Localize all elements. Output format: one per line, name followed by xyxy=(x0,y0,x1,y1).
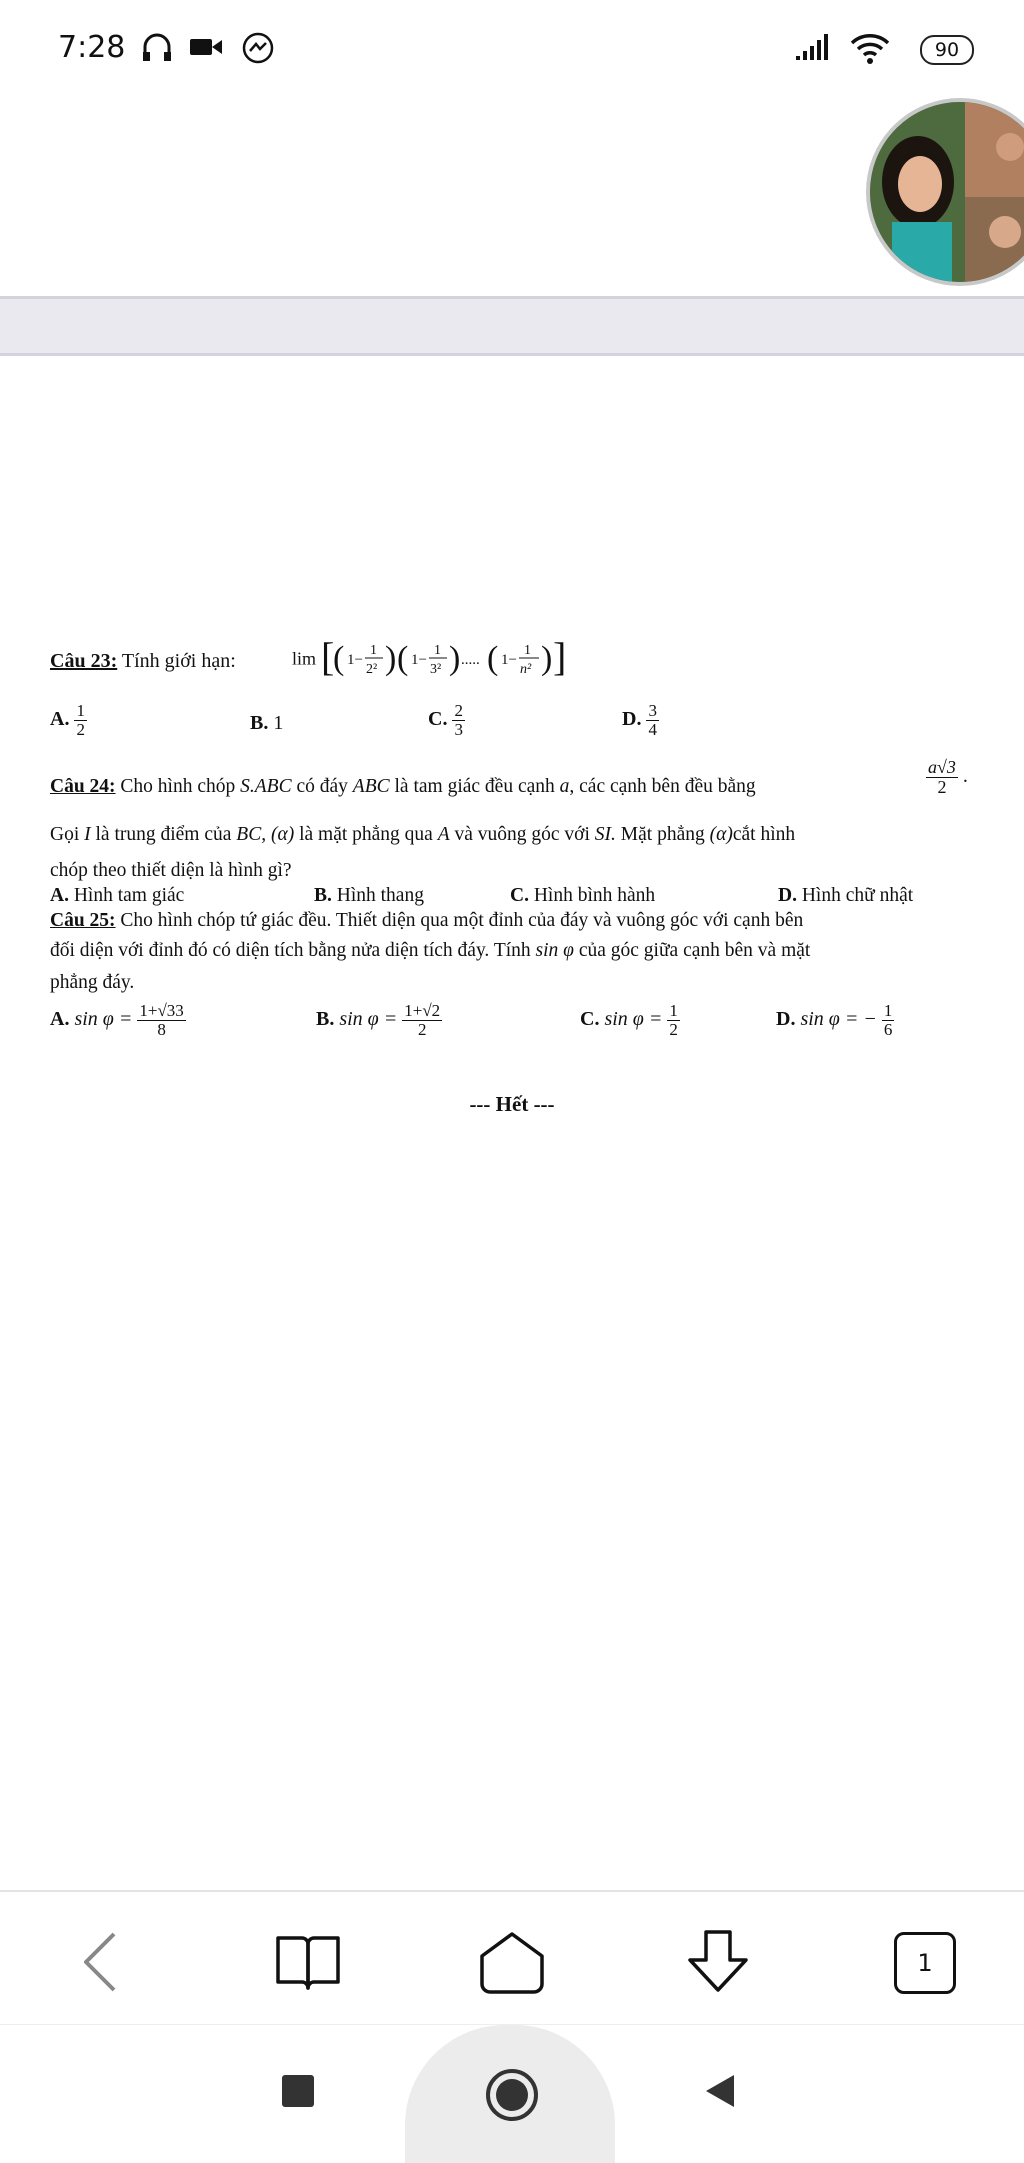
headphones-icon xyxy=(140,30,174,64)
svg-text:]: ] xyxy=(553,634,567,679)
download-icon[interactable] xyxy=(678,1922,758,2002)
q25-option-c: C. sin φ = $\frac{1}{2}$ xyxy=(580,1001,678,1039)
back-nav-icon[interactable] xyxy=(700,2071,740,2111)
svg-text:3²: 3² xyxy=(430,662,442,677)
status-time: 7:28 xyxy=(58,30,126,65)
home-icon[interactable] xyxy=(472,1922,552,2002)
q23-option-c: C. $\frac{2}{3}$ xyxy=(428,701,463,739)
fraction: $\frac{2}{3}$ xyxy=(454,701,463,739)
home-nav-icon[interactable] xyxy=(484,2067,540,2123)
fraction: $\frac{1+√33}{8}$ xyxy=(139,1001,184,1039)
q23-option-a: A. $\frac{1}{2}$ xyxy=(50,701,85,739)
avatar-photo xyxy=(870,102,1024,282)
tabs-icon: 1 xyxy=(894,1932,956,1994)
svg-text:1−: 1− xyxy=(501,652,517,668)
svg-text:): ) xyxy=(385,640,397,677)
system-navigation-bar xyxy=(0,2024,1024,2163)
q24-option-c: C. Hình bình hành xyxy=(510,885,656,906)
q23-option-b: B. 1 xyxy=(250,712,284,734)
svg-text:(: ( xyxy=(487,640,499,677)
question-25-line-1: Câu 25: Cho hình chóp tứ giác đều. Thiết diện qua một đỉnh của đáy và vuông góc với cạnh bên xyxy=(50,910,804,931)
fraction: $\frac{1}{2}$ xyxy=(669,1001,678,1039)
question-23 xyxy=(50,650,236,673)
tabs-button[interactable] xyxy=(884,1922,964,2002)
q25-option-b: B. sin φ = $\frac{1+√2}{2}$ xyxy=(316,1001,441,1039)
svg-text:1−: 1− xyxy=(347,652,363,668)
video-call-icon xyxy=(188,30,224,64)
svg-text:1: 1 xyxy=(370,643,378,658)
q23-option-d: D. $\frac{3}{4}$ xyxy=(622,701,657,739)
fraction: $\frac{3}{4}$ xyxy=(648,701,657,739)
chat-head-avatar[interactable] xyxy=(866,98,1024,286)
svg-text:2²: 2² xyxy=(366,662,378,677)
question-24-line-3: chóp theo thiết diện là hình gì? xyxy=(50,860,292,881)
bottom-toolbar xyxy=(0,1890,1024,2026)
q24-option-b: B. Hình thang xyxy=(314,885,424,906)
lim-text: lim xyxy=(292,648,317,669)
book-icon[interactable] xyxy=(268,1922,348,2002)
end-of-test: --- Hết --- xyxy=(469,1092,555,1116)
battery-icon: 90 xyxy=(920,35,974,65)
q25-option-d: D. sin φ = − $\frac{1}{6}$ xyxy=(776,1001,893,1039)
page-separator-band xyxy=(0,296,1024,356)
svg-text:n²: n² xyxy=(520,662,532,677)
question-25-line-2: đối diện với đỉnh đó có diện tích bằng nửa diện tích đáy. Tính sin φ của góc giữa cạnh bên và mặt xyxy=(50,940,811,961)
svg-text:): ) xyxy=(449,640,461,677)
recents-icon[interactable] xyxy=(278,2071,318,2111)
q24-option-a: A. Hình tam giác xyxy=(50,885,185,906)
fraction: $\frac{a√3}{2}$ xyxy=(928,757,956,797)
question-24-line-2: Gọi I là trung điểm của BC, (α) là mặt phẳng qua A và vuông góc với SI. Mặt phẳng (α)cắt hình xyxy=(50,824,796,845)
question-24-line-1: Câu 24: Cho hình chóp S.ABC có đáy ABC là tam giác đều cạnh a, các cạnh bên đều bằng xyxy=(50,776,756,797)
question-label: Câu 24: xyxy=(50,776,116,797)
fraction: $\frac{1}{2}$ xyxy=(76,701,85,739)
question-label: Câu 25: xyxy=(50,910,116,931)
svg-text:(: ( xyxy=(333,640,345,677)
svg-text:): ) xyxy=(541,640,553,677)
svg-text:1: 1 xyxy=(434,643,442,658)
svg-text:.....: ..... xyxy=(461,652,480,668)
question-label: Câu 23: xyxy=(50,650,118,672)
fraction: $\frac{1}{6}$ xyxy=(883,1001,893,1039)
svg-text:[: [ xyxy=(321,634,335,679)
q24-option-d: D. Hình chữ nhật xyxy=(778,885,914,906)
svg-text:(: ( xyxy=(397,640,409,677)
signal-icon xyxy=(794,30,834,64)
limit-product-formula xyxy=(321,632,621,686)
svg-text:1−: 1− xyxy=(411,652,427,668)
limit-expression xyxy=(292,632,621,686)
q24-edge-fraction: $\frac{a√3}{2}$ . xyxy=(928,757,968,797)
fraction: $\frac{1+√2}{2}$ xyxy=(404,1001,441,1039)
wifi-icon xyxy=(848,30,892,66)
question-25-line-3: phẳng đáy. xyxy=(50,972,135,993)
status-bar xyxy=(0,0,1024,100)
question-text: Tính giới hạn: xyxy=(121,650,236,672)
q25-option-a: A. sin φ = $\frac{1+√33}{8}$ xyxy=(50,1001,184,1039)
back-icon[interactable] xyxy=(62,1922,142,2002)
messenger-icon xyxy=(240,30,276,66)
svg-text:1: 1 xyxy=(524,643,532,658)
